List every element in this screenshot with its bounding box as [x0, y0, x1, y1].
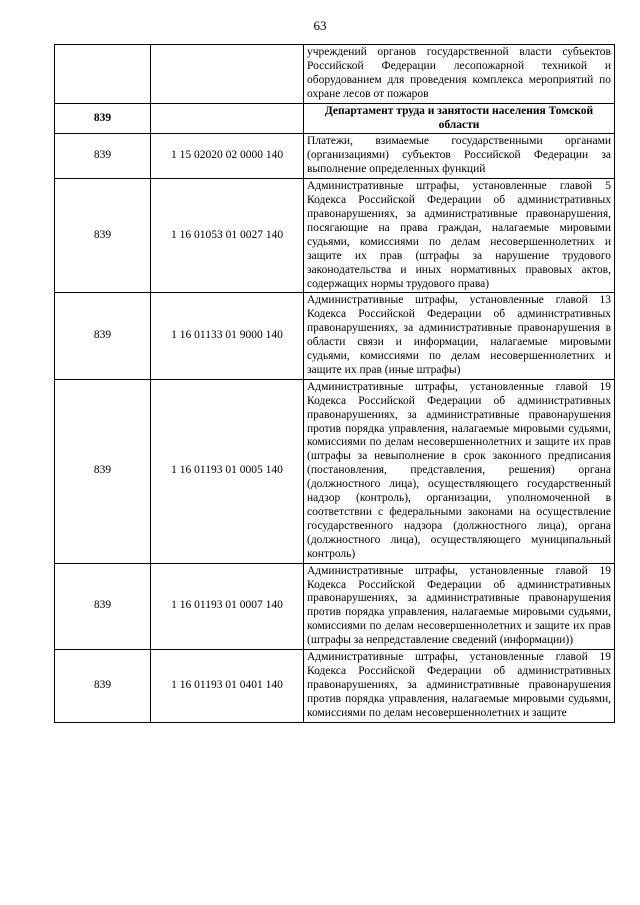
table-row-continuation [55, 45, 615, 104]
cell-admin-code: 839 [55, 293, 151, 379]
cell-admin-code: 839 [55, 379, 151, 563]
department-code: 839 [55, 103, 151, 134]
cell-description: учреждений органов государственной власти субъектов Российской Федерации лесопожарной техникой и оборудованием для проведения комплекса мероприятий по охране лесов от пожаров [304, 45, 615, 104]
cell-kbk-code: 1 16 01193 01 0401 140 [151, 650, 304, 723]
table-row [55, 293, 615, 379]
cell-admin-code: 839 [55, 563, 151, 649]
cell-description: Административные штрафы, установленные главой 5 Кодекса Российской Федерации об административных правонарушениях, за административные правонарушения, посягающие на права граждан, налагаемые мировыми судьями, комиссиями по делам несовершеннолетних и защите их прав (штрафы за нарушение трудового законодательства и иных нормативных правовых актов, содержащих нормы трудового права) [304, 179, 615, 293]
cell-description: Административные штрафы, установленные главой 13 Кодекса Российской Федерации об административных правонарушениях, за административные правонарушения в области связи и информации, налагаемые мировыми судьями, комиссиями по делам несовершеннолетних и защите их прав (иные штрафы) [304, 293, 615, 379]
cell-admin-code [55, 45, 151, 104]
cell-description: Административные штрафы, установленные главой 19 Кодекса Российской Федерации об административных правонарушениях, за административные правонарушения против порядка управления, налагаемые мировыми судьями, комиссиями по делам несовершеннолетних и защите их прав (штрафы за непредставление сведений (информации)) [304, 563, 615, 649]
cell-kbk-code: 1 15 02020 02 0000 140 [151, 134, 304, 179]
department-name: Департамент труда и занятости населения Томской области [304, 103, 615, 134]
cell-kbk-code: 1 16 01133 01 9000 140 [151, 293, 304, 379]
cell-admin-code: 839 [55, 134, 151, 179]
page-number: 63 [313, 18, 327, 33]
cell-kbk-code: 1 16 01053 01 0027 140 [151, 179, 304, 293]
table-row-department [55, 103, 615, 134]
cell-kbk-code: 1 16 01193 01 0007 140 [151, 563, 304, 649]
table-row [55, 650, 615, 723]
cell-description: Административные штрафы, установленные главой 19 Кодекса Российской Федерации об административных правонарушениях, за административные правонарушения против порядка управления, налагаемые мировыми судьями, комиссиями по делам несовершеннолетних и защите их прав (штрафы за невыполнение в срок законного предписания (постановления, представления, решения) органа (должностного лица), осуществляющего государственный надзор (контроль), организации, уполномоченной в соответствии с федеральными законами на осуществление государственного надзора (должностного лица), органа (должностного лица), осуществляющего муниципальный контроль) [304, 379, 615, 563]
cell-description: Платежи, взимаемые государственными органами (организациями) субъектов Российской Федерации за выполнение определенных функций [304, 134, 615, 179]
cell-kbk-code [151, 45, 304, 104]
table-row [55, 379, 615, 563]
cell-admin-code: 839 [55, 179, 151, 293]
table-row [55, 563, 615, 649]
table-row [55, 134, 615, 179]
cell-description: Административные штрафы, установленные главой 19 Кодекса Российской Федерации об административных правонарушениях, за административные правонарушения против порядка управления, налагаемые мировыми судьями, комиссиями по делам несовершеннолетних и защите [304, 650, 615, 723]
table-row [55, 179, 615, 293]
cell-kbk-code: 1 16 01193 01 0005 140 [151, 379, 304, 563]
cell-admin-code: 839 [55, 650, 151, 723]
revenue-code-table [54, 44, 615, 723]
cell-kbk-code [151, 103, 304, 134]
